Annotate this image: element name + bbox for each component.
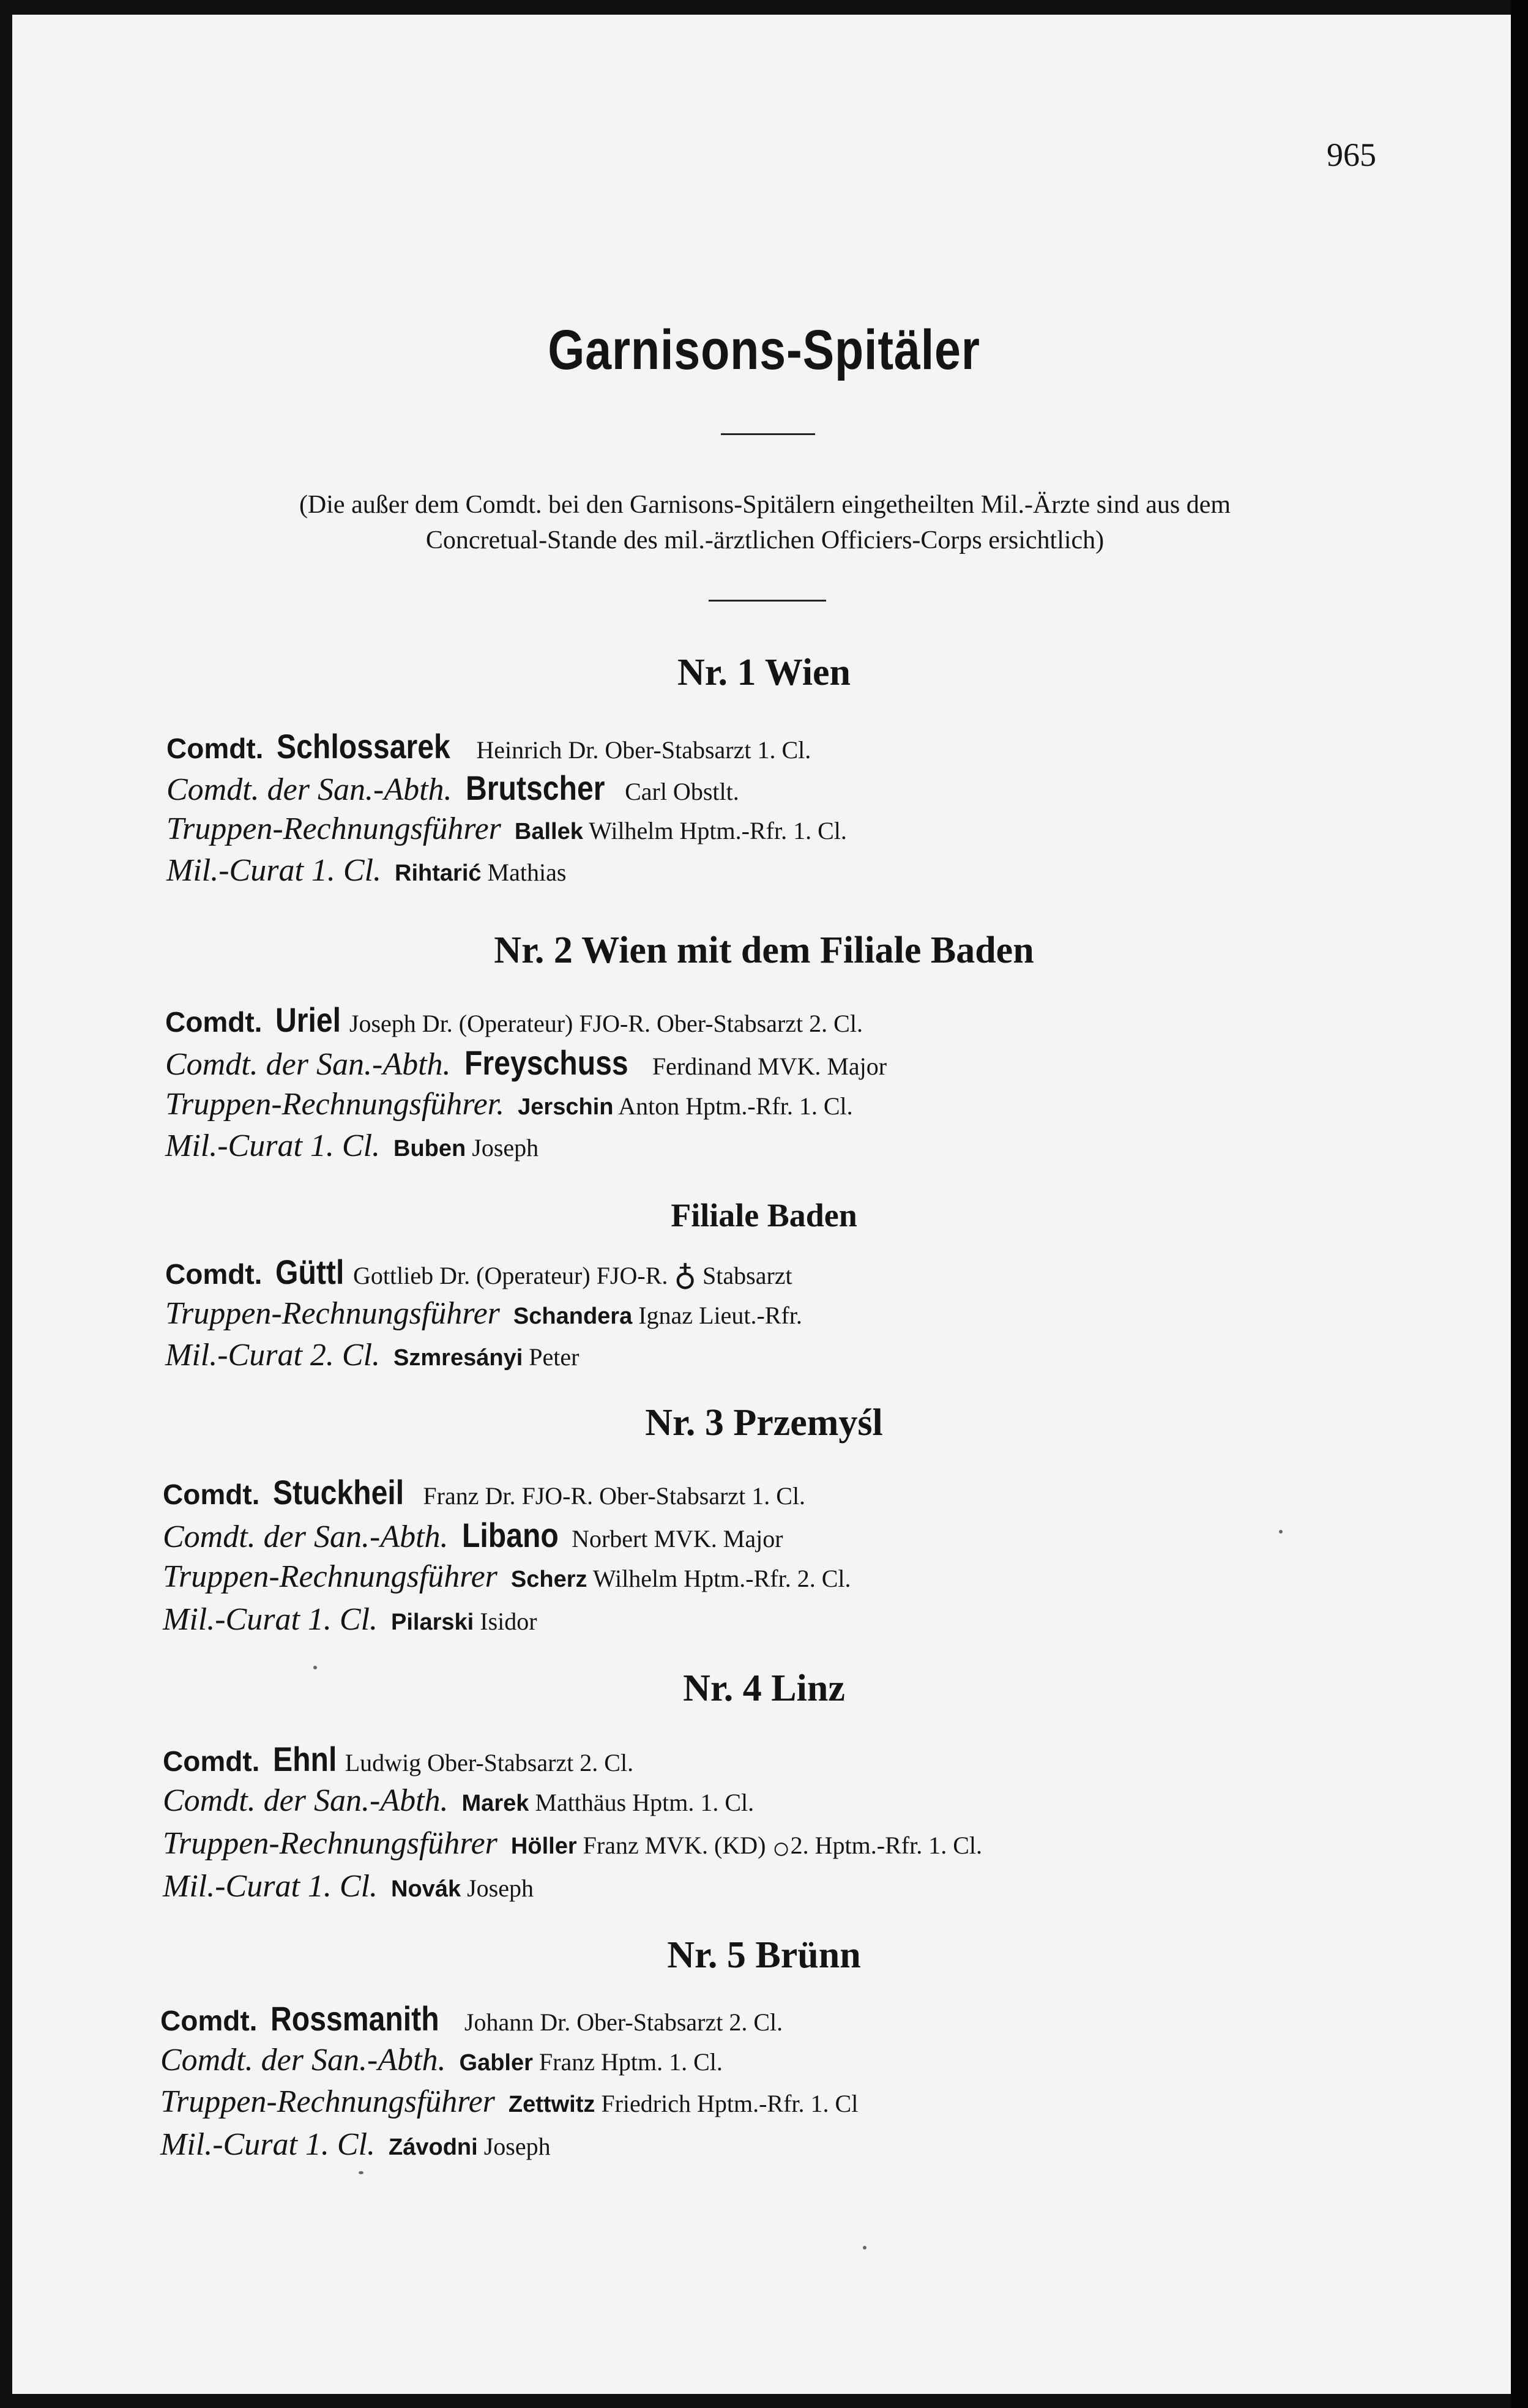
entry-name: Ehnl <box>273 1740 337 1778</box>
entry-label: Mil.-Curat 1. Cl. <box>163 1602 378 1637</box>
entry-label: Truppen-Rechnungsführer <box>160 2084 495 2119</box>
entry-label: Truppen-Rechnungsführer <box>163 1559 498 1594</box>
entry-curat <box>165 1125 539 1170</box>
entry-san-abth <box>160 2039 723 2084</box>
entry-label: Truppen-Rechnungsführer <box>166 811 501 846</box>
entry-name: Schlossarek <box>277 727 451 766</box>
entry-name: Buben <box>393 1136 466 1161</box>
entry-label: Truppen-Rechnungsführer. <box>165 1087 505 1122</box>
scan-speck <box>1279 1530 1283 1534</box>
entry-san-abth <box>163 1780 754 1825</box>
entry-rechnungsfuehrer <box>165 1292 802 1338</box>
entry-details: Ferdinand MVK. Major <box>652 1053 887 1080</box>
entry-label: Comdt. <box>163 1478 260 1510</box>
entry-name: Höller <box>510 1833 577 1859</box>
entry-name: Brutscher <box>465 769 605 807</box>
entry-details: Heinrich Dr. Ober-Stabsarzt 1. Cl. <box>476 736 811 764</box>
entry-comdt <box>163 1738 633 1784</box>
entry-name: Schandera <box>513 1303 633 1329</box>
entry-rank: Stabsarzt <box>703 1262 792 1289</box>
decoration-symbol: ♁ <box>674 1261 697 1295</box>
entry-label: Comdt. der San.-Abth. <box>163 1519 449 1554</box>
entry-label: Comdt. der San.-Abth. <box>163 1783 449 1818</box>
entry-label: Comdt. <box>165 1258 263 1290</box>
entry-comdt <box>163 1471 805 1518</box>
entry-details: Carl Obstlt. <box>625 778 739 805</box>
entry-name: Novák <box>391 1876 461 1902</box>
entry-name: Libano <box>461 1516 559 1554</box>
section-heading-przemysl: Nr. 3 Przemyśl <box>645 1402 883 1444</box>
entry-details: Franz MVK. (KD) <box>583 1832 766 1859</box>
entry-name: Szmresányi <box>393 1345 523 1371</box>
entry-label: Comdt. <box>166 732 264 764</box>
entry-rechnungsfuehrer <box>165 1083 853 1128</box>
entry-details: Anton Hptm.-Rfr. 1. Cl. <box>618 1092 853 1120</box>
entry-label: Mil.-Curat 1. Cl. <box>163 1869 378 1904</box>
entry-name: Rihtarić <box>395 860 482 886</box>
entry-label: Mil.-Curat 2. Cl. <box>165 1338 381 1373</box>
page-title: Garnisons-Spitäler <box>548 319 980 381</box>
entry-details: Peter <box>529 1343 580 1371</box>
section-heading-filiale-baden: Filiale Baden <box>671 1197 857 1234</box>
entry-name: Stuckheil <box>273 1473 404 1512</box>
entry-details: Ignaz Lieut.-Rfr. <box>638 1302 802 1329</box>
entry-comdt <box>166 725 811 772</box>
entry-label: Comdt. <box>163 1745 260 1777</box>
section-heading-wien: Nr. 1 Wien <box>677 652 851 693</box>
entry-details: Wilhelm Hptm.-Rfr. 2. Cl. <box>592 1565 851 1592</box>
entry-name: Scherz <box>510 1567 587 1592</box>
entry-details: Joseph <box>467 1874 534 1902</box>
entry-label: Comdt. <box>165 1006 263 1038</box>
entry-label: Comdt. der San.-Abth. <box>160 2043 446 2078</box>
entry-name: Freyschuss <box>464 1043 628 1082</box>
entry-details: Wilhelm Hptm.-Rfr. 1. Cl. <box>589 817 847 844</box>
entry-details: Matthäus Hptm. 1. Cl. <box>535 1789 755 1816</box>
entry-rechnungsfuehrer <box>163 1822 982 1869</box>
decoration-symbol: ○ <box>772 1830 791 1865</box>
entry-label: Mil.-Curat 1. Cl. <box>166 853 382 888</box>
entry-curat <box>163 1865 534 1910</box>
entry-rechnungsfuehrer <box>160 2081 858 2126</box>
entry-label: Mil.-Curat 1. Cl. <box>165 1128 381 1163</box>
entry-san-abth <box>163 1514 783 1560</box>
entry-curat <box>160 2123 551 2169</box>
section-heading-linz: Nr. 4 Linz <box>683 1668 845 1709</box>
entry-comdt <box>165 999 863 1045</box>
entry-label: Mil.-Curat 1. Cl. <box>160 2127 376 2162</box>
entry-details: Friedrich Hptm.-Rfr. 1. Cl <box>601 2090 859 2117</box>
intro-note <box>159 487 1371 558</box>
entry-details: Joseph Dr. (Operateur) FJO-R. Ober-Stabsarzt 2. Cl. <box>349 1010 863 1037</box>
entry-name: Ballek <box>514 819 583 844</box>
entry-curat <box>166 849 566 895</box>
entry-details: Franz Hptm. 1. Cl. <box>539 2048 723 2076</box>
entry-name: Pilarski <box>391 1609 474 1635</box>
page-number: 965 <box>1327 136 1376 173</box>
entry-name: Jerschin <box>518 1094 614 1120</box>
intro-note-line-1: (Die außer dem Comdt. bei den Garnisons-Spitälern eingetheilten Mil.-Ärzte sind aus dem <box>299 491 1231 519</box>
entry-comdt <box>160 1997 783 2044</box>
section-heading-wien-baden: Nr. 2 Wien mit dem Filiale Baden <box>494 930 1034 971</box>
entry-label: Truppen-Rechnungsführer <box>165 1296 500 1331</box>
entry-curat <box>163 1598 537 1644</box>
entry-details: Franz Dr. FJO-R. Ober-Stabsarzt 1. Cl. <box>423 1482 806 1510</box>
entry-label: Comdt. <box>160 2005 258 2037</box>
scan-speck <box>359 2171 363 2174</box>
entry-details: Ludwig Ober-Stabsarzt 2. Cl. <box>345 1749 634 1776</box>
entry-label: Comdt. der San.-Abth. <box>166 772 452 807</box>
entry-name: Zettwitz <box>508 2092 595 2117</box>
entry-details: Norbert MVK. Major <box>572 1525 783 1553</box>
entry-label: Truppen-Rechnungsführer <box>163 1826 498 1861</box>
note-divider <box>709 600 826 602</box>
section-heading-bruenn: Nr. 5 Brünn <box>667 1934 861 1976</box>
entry-details: Mathias <box>487 859 567 886</box>
entry-name: Závodni <box>389 2134 478 2160</box>
entry-curat <box>165 1334 579 1379</box>
entry-name: Rossmanith <box>270 1999 440 2038</box>
scan-speck <box>313 1666 317 1669</box>
entry-rank: 2. Hptm.-Rfr. 1. Cl. <box>790 1832 982 1859</box>
entry-san-abth <box>166 767 739 813</box>
entry-san-abth <box>165 1042 887 1088</box>
entry-name: Güttl <box>275 1253 345 1291</box>
entry-details: Gottlieb Dr. (Operateur) FJO-R. <box>353 1262 668 1289</box>
entry-details: Johann Dr. Ober-Stabsarzt 2. Cl. <box>464 2008 783 2036</box>
intro-note-line-2: Concretual-Stande des mil.-ärztlichen Officiers-Corps ersichtlich) <box>425 526 1105 554</box>
entry-name: Marek <box>461 1791 529 1816</box>
entry-name: Uriel <box>275 1001 341 1039</box>
scan-speck <box>863 2246 866 2250</box>
entry-name: Gabler <box>459 2050 533 2076</box>
entry-label: Comdt. der San.-Abth. <box>165 1047 451 1082</box>
entry-rechnungsfuehrer <box>163 1556 851 1601</box>
entry-details: Joseph <box>483 2133 551 2160</box>
title-divider <box>721 433 815 435</box>
entry-details: Isidor <box>480 1608 537 1635</box>
entry-rechnungsfuehrer <box>166 808 847 853</box>
entry-details: Joseph <box>472 1134 539 1161</box>
